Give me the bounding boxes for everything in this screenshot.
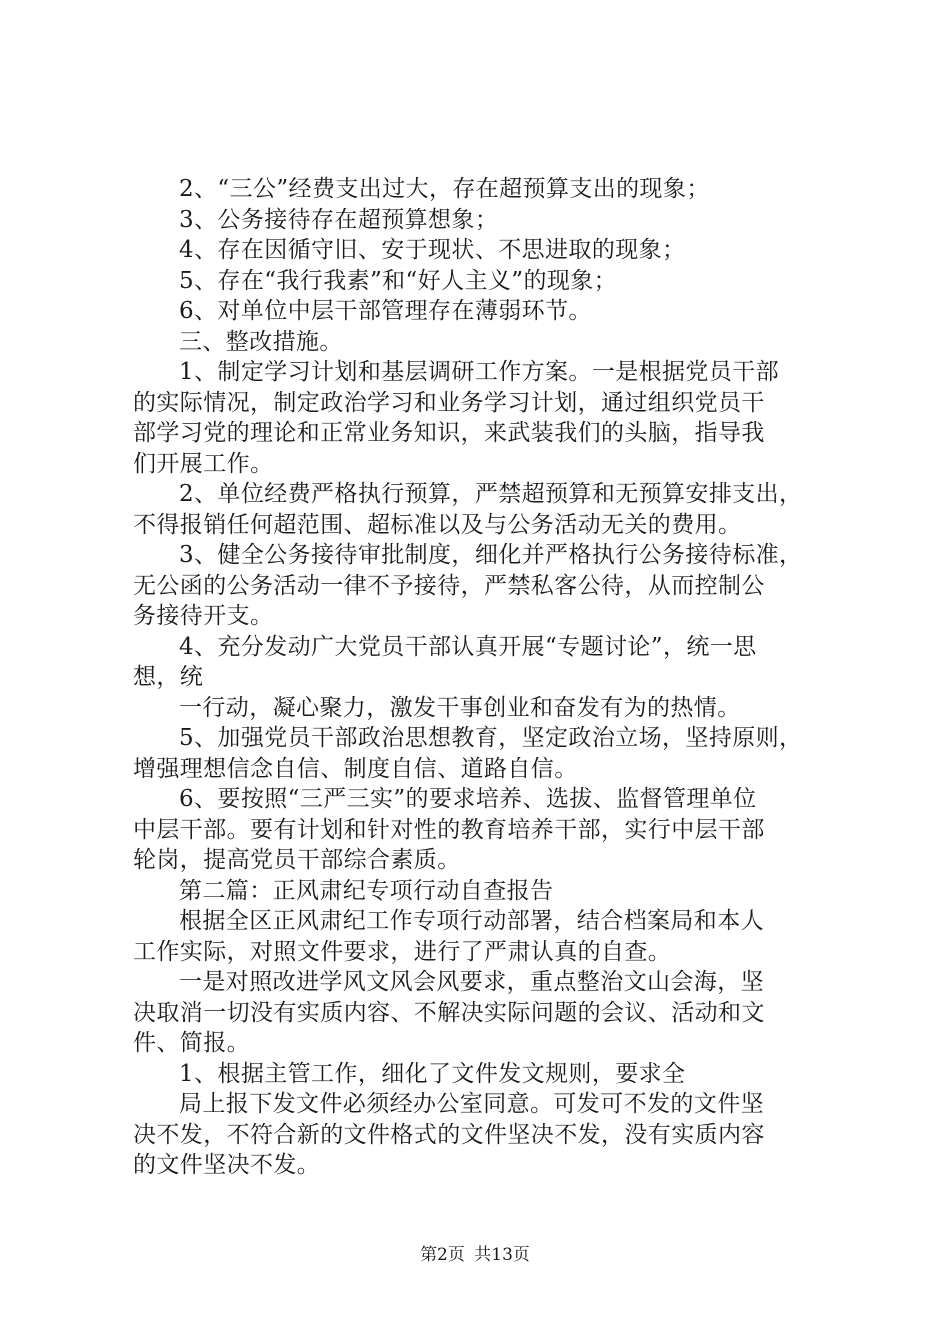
text-line: 局上报下发文件必须经办公室同意。可发可不发的文件坚: [179, 1091, 764, 1117]
text-line: 想，统: [133, 664, 204, 690]
text-line: 3、健全公务接待审批制度，细化并严格执行公务接待标准，: [179, 542, 803, 568]
text-line: 4、充分发动广大党员干部认真开展“专题讨论”，统一思: [179, 633, 757, 660]
text-line: 们开展工作。: [133, 450, 274, 477]
text-line: 1、根据主管工作，细化了文件发文规则，要求全: [179, 1060, 686, 1087]
text-line: 不得报销任何超范围、超标准以及与公务活动无关的费用。: [133, 511, 742, 538]
text-line: 一是对照改进学风文风会风要求，重点整治文山会海，坚: [179, 969, 764, 995]
page-total: 共13页: [474, 1245, 530, 1265]
text-line: 6、对单位中层干部管理存在薄弱环节。: [179, 298, 592, 324]
text-line: 的实际情况，制定政治学习和业务学习计划，通过组织党员干: [133, 389, 765, 416]
document-body: [133, 174, 833, 1181]
text-line: 第二篇：正风肃纪专项行动自查报告: [179, 877, 554, 904]
text-line: 决取消一切没有实质内容、不解决实际问题的会议、活动和文: [133, 999, 765, 1026]
text-line: 中层干部。要有计划和针对性的教育培养干部，实行中层干部: [133, 816, 765, 843]
text-line: 的文件坚决不发。: [133, 1152, 321, 1178]
text-line: 一行动，凝心聚力，激发干事创业和奋发有为的热情。: [179, 694, 741, 721]
text-line: 决不发，不符合新的文件格式的文件坚决不发，没有实质内容: [133, 1121, 765, 1148]
page-number: 第2页: [420, 1245, 465, 1265]
text-line: 工作实际，对照文件要求，进行了严肃认真的自查。: [133, 938, 672, 965]
text-line: 务接待开支。: [133, 603, 274, 629]
text-line: 轮岗，提高党员干部综合素质。: [133, 847, 461, 873]
text-line: 1、制定学习计划和基层调研工作方案。一是根据党员干部: [179, 359, 780, 385]
text-line: 2、“三公”经费支出过大，存在超预算支出的现象；: [179, 176, 710, 202]
text-line: 4、存在因循守旧、安于现状、不思进取的现象；: [179, 237, 686, 263]
text-line: 2、单位经费严格执行预算，严禁超预算和无预算安排支出，: [179, 481, 803, 507]
text-line: 三、整改措施。: [179, 328, 343, 355]
text-line: 增强理想信念自信、制度自信、道路自信。: [133, 755, 578, 782]
text-line: 无公函的公务活动一律不予接待，严禁私客公待，从而控制公: [133, 572, 765, 599]
text-line: 件、简报。: [133, 1030, 250, 1056]
text-line: 5、加强党员干部政治思想教育，坚定政治立场，坚持原则，: [179, 725, 803, 751]
text-line: 3、公务接待存在超预算想象；: [179, 206, 499, 233]
text-line: 部学习党的理论和正常业务知识，来武装我们的头脑，指导我: [133, 420, 765, 446]
text-line: 5、存在“我行我素”和“好人主义”的现象；: [179, 267, 618, 294]
page-footer: [0, 1244, 950, 1266]
text-line: 根据全区正风肃纪工作专项行动部署，结合档案局和本人: [179, 908, 764, 934]
text-line: 6、要按照“三严三实”的要求培养、选拔、监督管理单位: [179, 786, 757, 812]
